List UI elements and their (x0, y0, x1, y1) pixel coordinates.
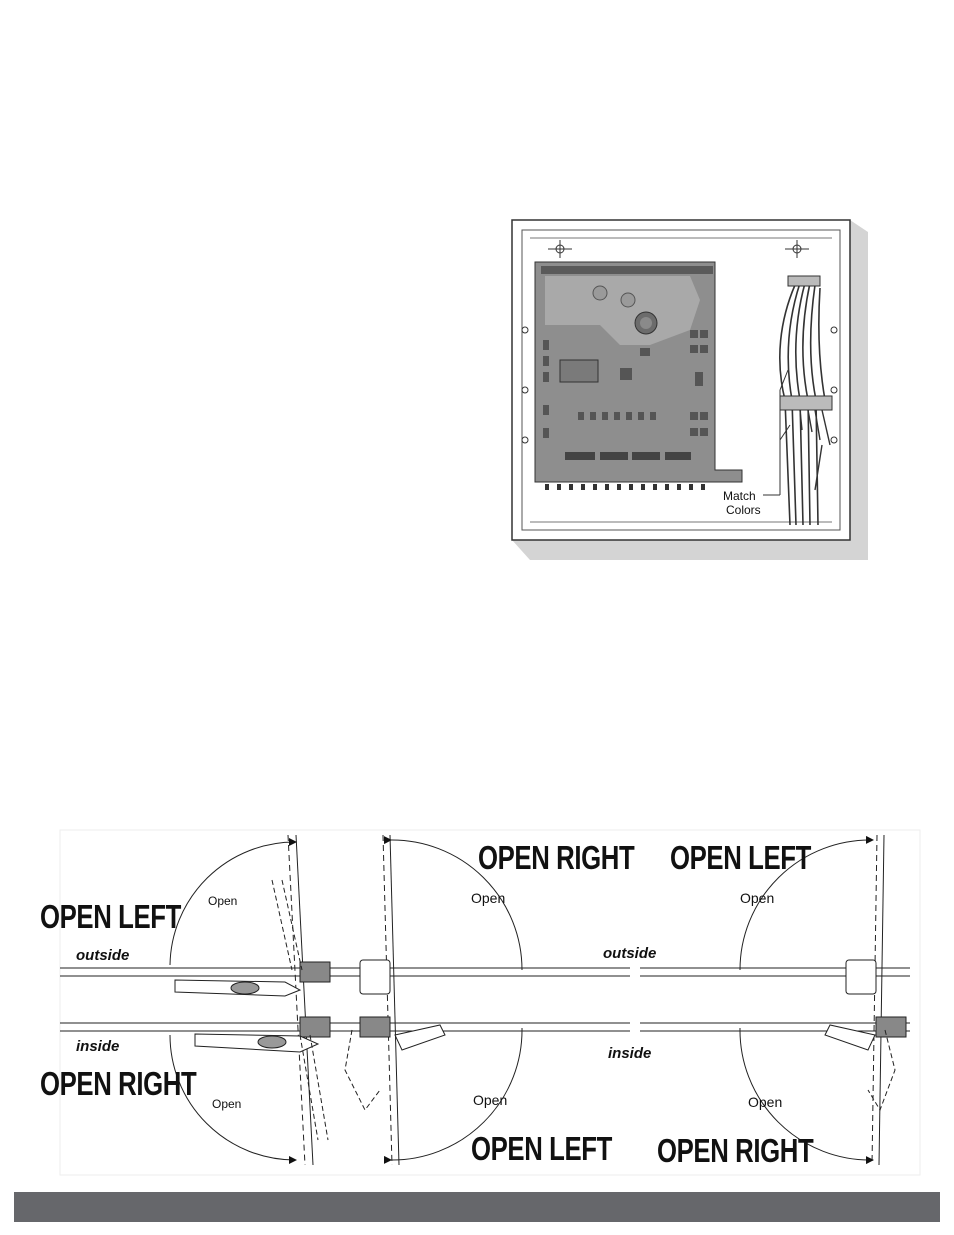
right-panel-drawing (640, 835, 910, 1165)
right-open-bottom: Open (748, 1094, 783, 1110)
left-top-label: OPEN LEFT (40, 898, 181, 935)
middle-inside-label: inside (608, 1045, 652, 1062)
middle-panel-drawing (330, 835, 630, 1165)
gate-swing-figure (0, 820, 954, 1180)
middle-top-label: OPEN RIGHT (478, 839, 635, 876)
right-bottom-label: OPEN RIGHT (657, 1132, 814, 1169)
callout-match: Match (723, 489, 756, 503)
callout-colors: Colors (726, 503, 761, 517)
control-box-figure (0, 0, 954, 600)
left-outside-label: outside (76, 947, 130, 964)
control-box-drawing (0, 0, 954, 600)
left-bottom-label: OPEN RIGHT (40, 1065, 197, 1102)
right-top-label: OPEN LEFT (670, 839, 811, 876)
left-open-top: Open (208, 894, 238, 908)
middle-bottom-label: OPEN LEFT (471, 1130, 612, 1167)
circuit-board (535, 262, 742, 490)
footer-bar (14, 1192, 940, 1222)
middle-outside-label: outside (603, 945, 657, 962)
right-open-top: Open (740, 890, 775, 906)
middle-open-top: Open (471, 890, 506, 906)
middle-open-bottom: Open (473, 1092, 508, 1108)
left-inside-label: inside (76, 1038, 120, 1055)
left-open-bottom: Open (212, 1097, 242, 1111)
left-panel-drawing (60, 835, 330, 1165)
